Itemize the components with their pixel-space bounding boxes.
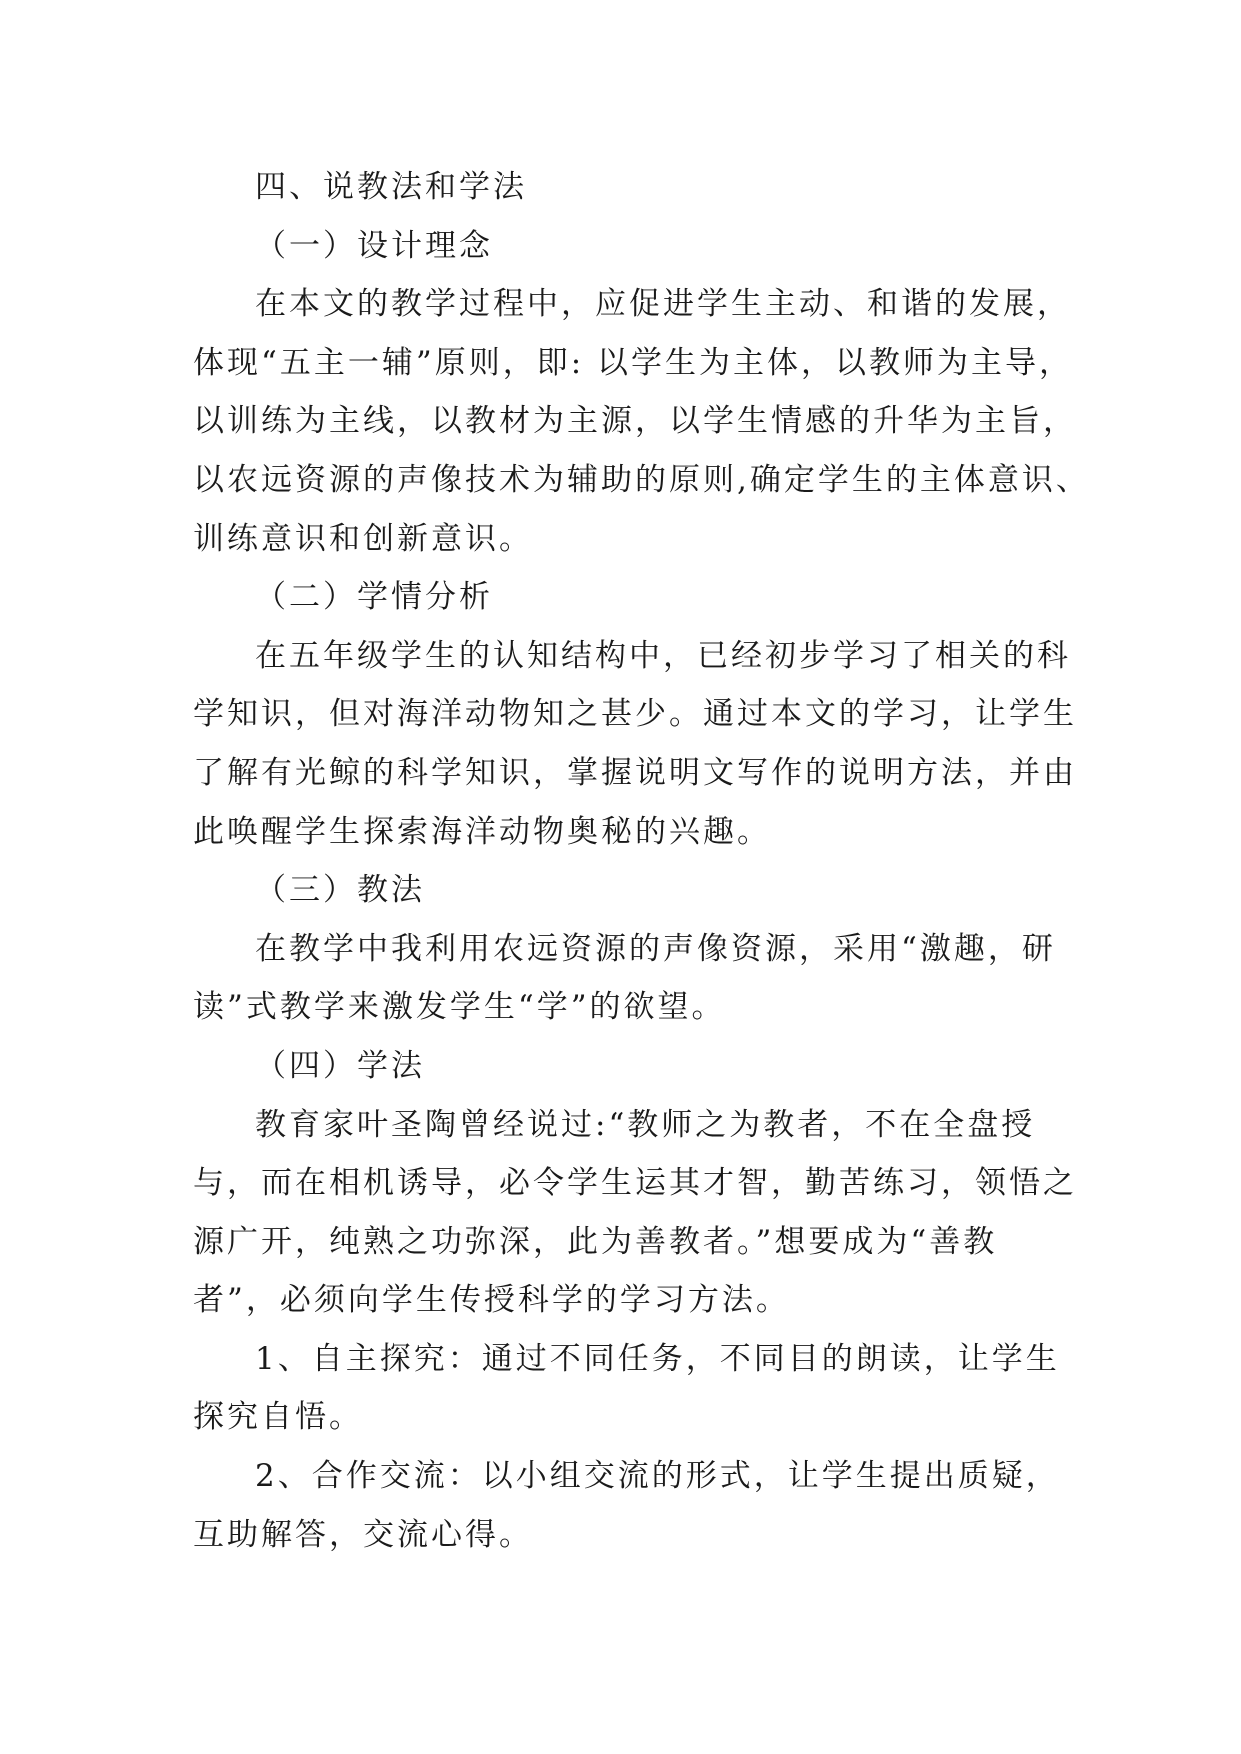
paragraph [193,627,1077,861]
paragraph-line: 以农远资源的声像技术为辅助的原则,确定学生的主体意识、 [193,461,1090,498]
subsection-heading [193,861,1063,920]
paragraph-line: 读”式教学来激发学生“学”的欲望。 [193,989,726,1026]
paragraph-line: 与，而在相机诱导，必令学生运其才智，勤苦练习，领悟之 [193,1165,1077,1202]
paragraph [193,1330,1063,1447]
subsection-title: （三）教法 [255,872,425,909]
paragraph-line: 训练意识和创新意识。 [193,520,533,557]
paragraph-line: 源广开，纯熟之功弥深，此为善教者。”想要成为“善教 [193,1223,998,1260]
paragraph [193,920,1063,1037]
paragraph-line: 探究自悟。 [193,1399,363,1436]
paragraph-line: 学知识，但对海洋动物知之甚少。通过本文的学习，让学生 [193,696,1077,733]
subsection-heading [193,217,1063,276]
paragraph [193,1096,1077,1330]
paragraph-line: 在本文的教学过程中，应促进学生主动、和谐的发展， [255,286,1071,323]
paragraph-line: 体现“五主一辅”原则，即: 以学生为主体，以教师为主导， [193,344,1073,381]
subsection-heading [193,568,1063,627]
paragraph-line: 1、自主探究：通过不同任务，不同目的朗读，让学生 [255,1340,1060,1377]
paragraph-line: 了解有光鲸的科学知识，掌握说明文写作的说明方法，并由 [193,754,1077,791]
paragraph [193,275,1090,568]
subsection-title: （四）学法 [255,1047,425,1084]
paragraph-line: 2、合作交流：以小组交流的形式，让学生提出质疑， [255,1458,1060,1495]
paragraph [193,1447,1063,1564]
paragraph-line: 在五年级学生的认知结构中，已经初步学习了相关的科 [255,637,1071,674]
paragraph-line: 教育家叶圣陶曾经说过:“教师之为教者，不在全盘授 [255,1106,1036,1143]
subsection-title: （二）学情分析 [255,579,493,616]
content-blocks [193,217,1090,1565]
section-title: 四、说教法和学法 [255,169,527,205]
document-body [193,158,1090,1564]
paragraph-line: 以训练为主线，以教材为主源，以学生情感的升华为主旨， [193,403,1077,440]
paragraph-line: 在教学中我利用农远资源的声像资源，采用“激趣，研 [255,930,1056,967]
paragraph-line: 互助解答，交流心得。 [193,1516,533,1553]
paragraph-line: 此唤醒学生探索海洋动物奥秘的兴趣。 [193,813,771,850]
paragraph-line: 者”，必须向学生传授科学的学习方法。 [193,1282,790,1319]
subsection-heading [193,1037,1063,1096]
subsection-title: （一）设计理念 [255,227,493,264]
